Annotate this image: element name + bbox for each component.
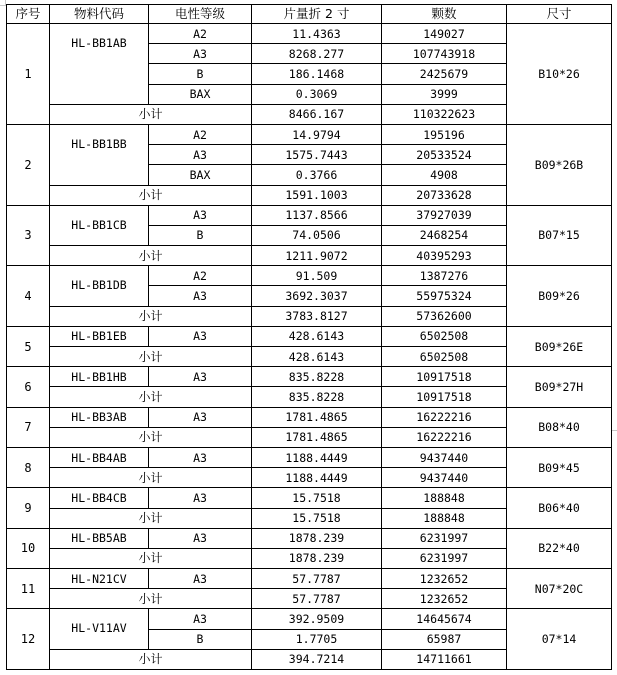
size-cell: B06*40 [507,488,612,528]
wafers-cell: 835.8228 [252,367,382,387]
grade-cell: B [149,629,252,649]
grade-cell: B [149,225,252,245]
count-cell: 6231997 [382,528,507,548]
count-cell: 149027 [382,24,507,44]
material-code-cell: HL-BB1BB [50,124,149,185]
count-cell: 1387276 [382,266,507,286]
grade-cell: A3 [149,205,252,225]
size-cell: B09*45 [507,447,612,487]
table-row [7,205,612,225]
table-row [7,266,612,286]
grade-cell: A3 [149,44,252,64]
subtotal-label: 小计 [50,306,252,326]
grade-cell: A3 [149,488,252,508]
seq-cell: 1 [7,24,50,125]
size-cell: B09*26 [507,266,612,327]
wafers-cell: 15.7518 [252,488,382,508]
material-code-cell: HL-BB1DB [50,266,149,306]
table-row [7,326,612,346]
subtotal-count: 188848 [382,508,507,528]
subtotal-wafers: 3783.8127 [252,306,382,326]
count-cell: 37927039 [382,205,507,225]
material-code-cell: HL-BB1AB [50,24,149,105]
count-cell: 9437440 [382,447,507,467]
count-cell: 3999 [382,84,507,104]
seq-cell: 11 [7,569,50,609]
material-code-cell: HL-V11AV [50,609,149,649]
grade-cell: A3 [149,326,252,346]
wafers-cell: 0.3766 [252,165,382,185]
wafers-cell: 57.7787 [252,569,382,589]
seq-cell: 6 [7,367,50,407]
seq-cell: 9 [7,488,50,528]
material-code-cell: HL-BB3AB [50,407,149,427]
seq-cell: 2 [7,124,50,205]
seq-cell: 8 [7,447,50,487]
subtotal-label: 小计 [50,468,252,488]
wafers-cell: 91.509 [252,266,382,286]
size-cell: B09*26E [507,326,612,366]
subtotal-count: 6231997 [382,548,507,568]
count-cell: 16222216 [382,407,507,427]
count-cell: 2425679 [382,64,507,84]
edge-mark [612,430,617,431]
grade-cell: A2 [149,266,252,286]
count-cell: 6502508 [382,326,507,346]
wafers-cell: 14.9794 [252,124,382,144]
count-cell: 188848 [382,488,507,508]
subtotal-label: 小计 [50,387,252,407]
wafers-cell: 11.4363 [252,24,382,44]
subtotal-wafers: 15.7518 [252,508,382,528]
grade-cell: A3 [149,569,252,589]
subtotal-label: 小计 [50,347,252,367]
subtotal-wafers: 1591.1003 [252,185,382,205]
material-code-cell: HL-BB1EB [50,326,149,346]
grade-cell: BAX [149,84,252,104]
header-row [7,5,612,24]
subtotal-wafers: 1211.9072 [252,246,382,266]
grade-cell: A3 [149,528,252,548]
count-cell: 2468254 [382,225,507,245]
count-cell: 20533524 [382,145,507,165]
subtotal-wafers: 394.7214 [252,649,382,669]
subtotal-wafers: 835.8228 [252,387,382,407]
header-grade: 电性等级 [149,5,252,24]
subtotal-label: 小计 [50,185,252,205]
subtotal-count: 57362600 [382,306,507,326]
wafers-cell: 0.3069 [252,84,382,104]
wafers-cell: 3692.3037 [252,286,382,306]
size-cell: B09*26B [507,124,612,205]
count-cell: 55975324 [382,286,507,306]
table-row [7,407,612,427]
subtotal-wafers: 1188.4449 [252,468,382,488]
size-cell: B08*40 [507,407,612,447]
subtotal-count: 1232652 [382,589,507,609]
header-seq: 序号 [7,5,50,24]
count-cell: 65987 [382,629,507,649]
wafers-cell: 1575.7443 [252,145,382,165]
header-count: 颗数 [382,5,507,24]
subtotal-label: 小计 [50,104,252,124]
table-row [7,24,612,44]
wafers-cell: 428.6143 [252,326,382,346]
grade-cell: A3 [149,367,252,387]
subtotal-wafers: 57.7787 [252,589,382,609]
subtotal-count: 16222216 [382,427,507,447]
table-row [7,124,612,144]
seq-cell: 3 [7,205,50,266]
wafers-cell: 1188.4449 [252,447,382,467]
size-cell: B07*15 [507,205,612,266]
subtotal-count: 110322623 [382,104,507,124]
count-cell: 4908 [382,165,507,185]
material-code-cell: HL-BB1CB [50,205,149,245]
seq-cell: 7 [7,407,50,447]
header-size: 尺寸 [507,5,612,24]
seq-cell: 12 [7,609,50,670]
subtotal-count: 14711661 [382,649,507,669]
grade-cell: A3 [149,407,252,427]
subtotal-count: 20733628 [382,185,507,205]
wafers-cell: 392.9509 [252,609,382,629]
subtotal-wafers: 1781.4865 [252,427,382,447]
wafers-cell: 1137.8566 [252,205,382,225]
material-table [6,4,612,670]
table-row [7,609,612,629]
grade-cell: BAX [149,165,252,185]
table-row [7,569,612,589]
table-row [7,447,612,467]
grade-cell: A3 [149,447,252,467]
wafers-cell: 186.1468 [252,64,382,84]
table-row [7,488,612,508]
subtotal-wafers: 428.6143 [252,347,382,367]
wafers-cell: 1781.4865 [252,407,382,427]
grade-cell: B [149,64,252,84]
header-code: 物料代码 [50,5,149,24]
material-code-cell: HL-N21CV [50,569,149,589]
subtotal-label: 小计 [50,427,252,447]
material-code-cell: HL-BB4CB [50,488,149,508]
subtotal-wafers: 1878.239 [252,548,382,568]
subtotal-count: 9437440 [382,468,507,488]
material-code-cell: HL-BB1HB [50,367,149,387]
wafers-cell: 8268.277 [252,44,382,64]
material-code-cell: HL-BB5AB [50,528,149,548]
subtotal-label: 小计 [50,246,252,266]
size-cell: N07*20C [507,569,612,609]
size-cell: B09*27H [507,367,612,407]
wafers-cell: 1.7705 [252,629,382,649]
subtotal-label: 小计 [50,589,252,609]
header-wafers: 片量折 2 寸 [252,5,382,24]
grade-cell: A3 [149,145,252,165]
count-cell: 195196 [382,124,507,144]
grade-cell: A2 [149,124,252,144]
subtotal-label: 小计 [50,649,252,669]
grade-cell: A3 [149,286,252,306]
seq-cell: 4 [7,266,50,327]
size-cell: B10*26 [507,24,612,125]
material-code-cell: HL-BB4AB [50,447,149,467]
table-row [7,528,612,548]
wafers-cell: 74.0506 [252,225,382,245]
size-cell: B22*40 [507,528,612,568]
count-cell: 1232652 [382,569,507,589]
subtotal-count: 10917518 [382,387,507,407]
subtotal-count: 40395293 [382,246,507,266]
subtotal-count: 6502508 [382,347,507,367]
subtotal-label: 小计 [50,508,252,528]
grade-cell: A2 [149,24,252,44]
table-row [7,367,612,387]
count-cell: 14645674 [382,609,507,629]
seq-cell: 5 [7,326,50,366]
wafers-cell: 1878.239 [252,528,382,548]
size-cell: 07*14 [507,609,612,670]
count-cell: 107743918 [382,44,507,64]
subtotal-wafers: 8466.167 [252,104,382,124]
count-cell: 10917518 [382,367,507,387]
subtotal-label: 小计 [50,548,252,568]
grade-cell: A3 [149,609,252,629]
seq-cell: 10 [7,528,50,568]
